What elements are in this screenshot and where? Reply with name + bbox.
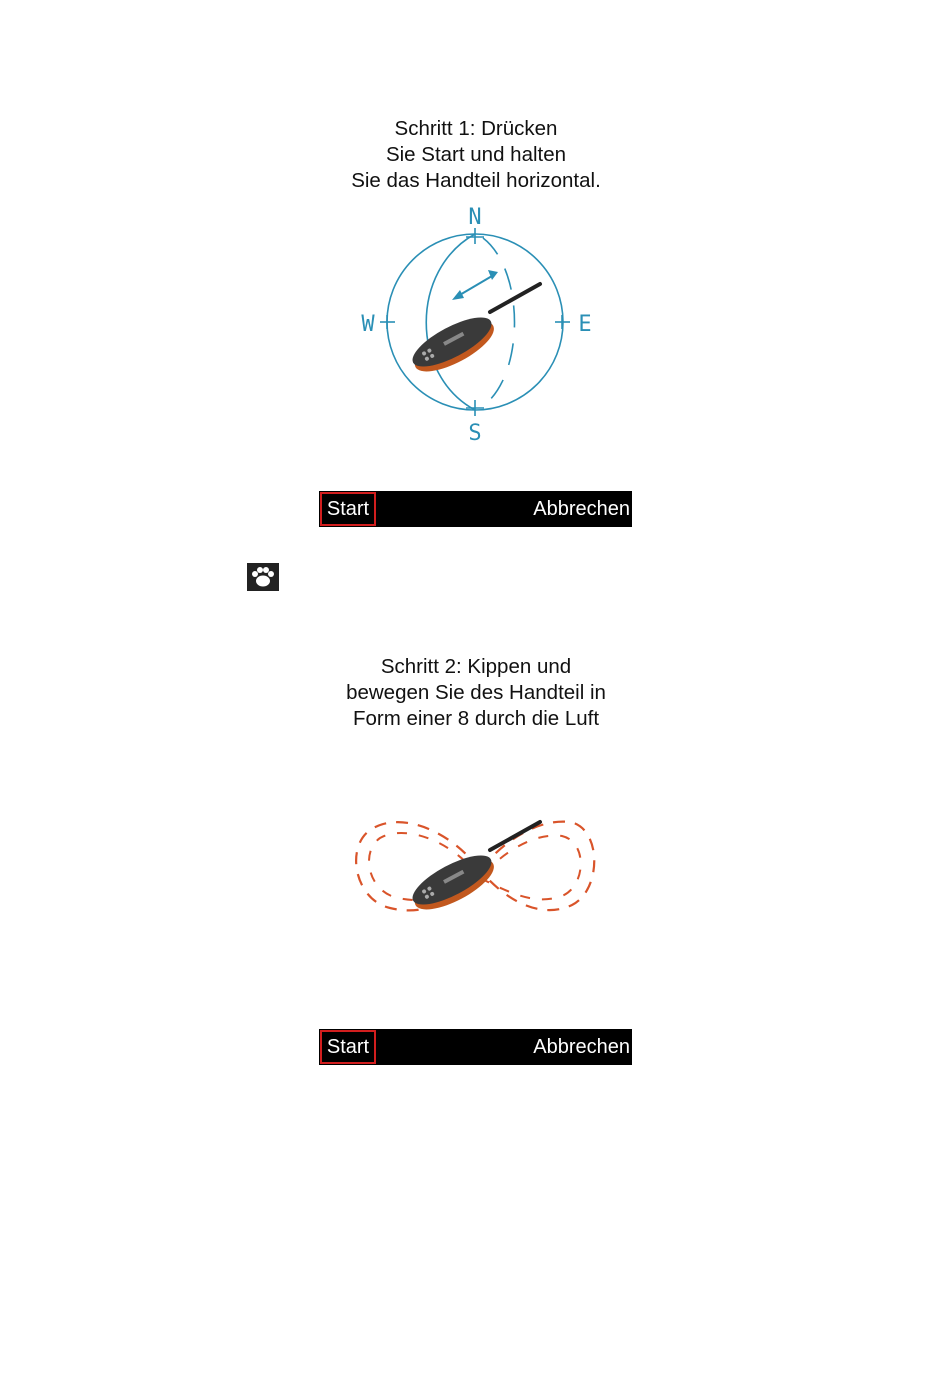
compass-south-label: S (468, 421, 482, 446)
figure-eight-path-icon (340, 800, 620, 930)
step2-line-3: Form einer 8 durch die Luft (352, 707, 600, 730)
step1-line-2: Sie Start und halten (385, 143, 567, 166)
softkey-bar (319, 1029, 632, 1065)
step2-line-2: bewegen Sie des Handteil in (346, 681, 606, 704)
step1-line-3: Sie das Handteil horizontal. (351, 169, 601, 192)
softkey-bar (319, 491, 632, 527)
compass-west-label: W (361, 312, 375, 337)
start-softkey[interactable]: Start (320, 492, 376, 526)
compass-north-label: N (468, 205, 482, 230)
cancel-softkey[interactable]: Abbrechen (533, 1036, 630, 1058)
step1-instruction (300, 116, 652, 194)
compass-east-label: E (578, 312, 592, 337)
step2-instruction (300, 654, 652, 732)
compass-icon (340, 200, 620, 450)
paw-icon (247, 563, 279, 591)
cancel-softkey[interactable]: Abbrechen (533, 498, 630, 520)
start-softkey[interactable]: Start (320, 1030, 376, 1064)
step1-line-1: Schritt 1: Drücken (394, 117, 558, 140)
step2-line-1: Schritt 2: Kippen und (380, 655, 572, 678)
